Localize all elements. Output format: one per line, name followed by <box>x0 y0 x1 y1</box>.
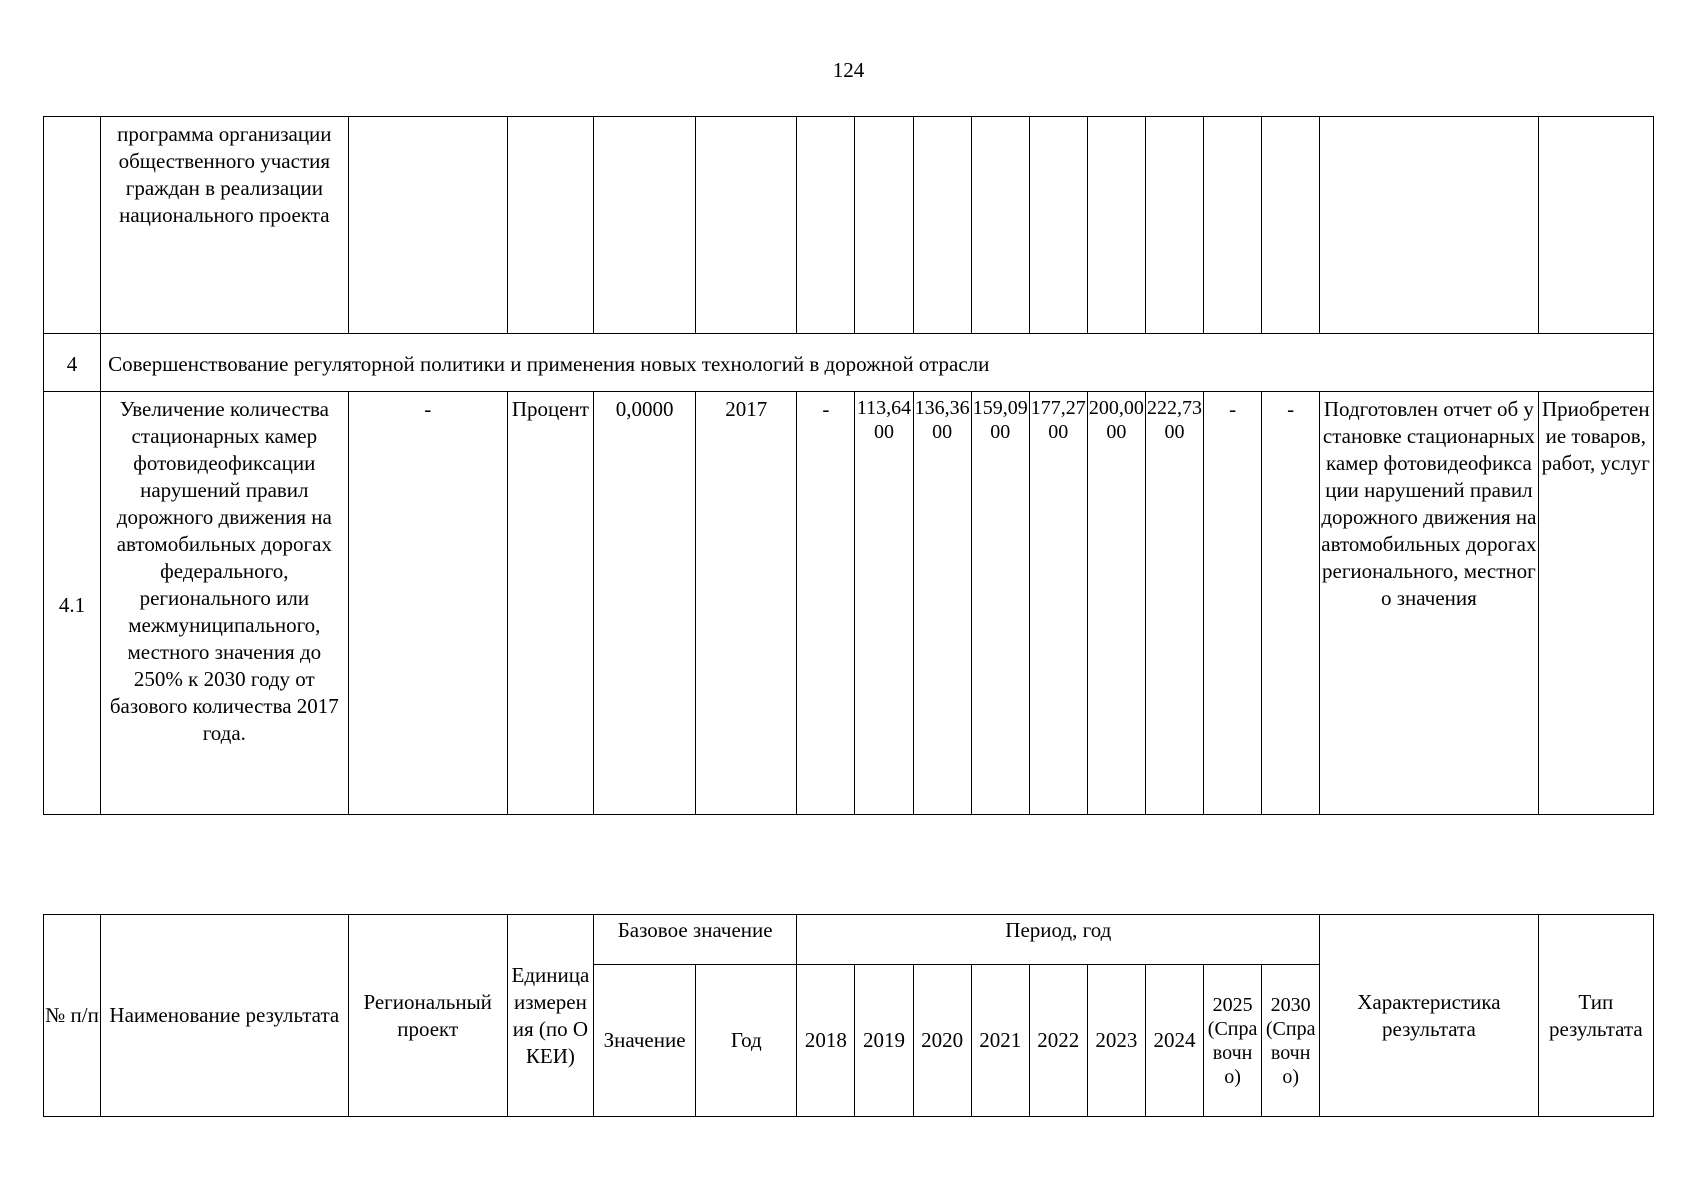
section-number: 4 <box>44 334 101 392</box>
header-year-2022: 2022 <box>1029 965 1087 1117</box>
result-name-cell: программа организации общественного участия граждан в реализации национального проекта <box>101 117 348 334</box>
header-year-2023: 2023 <box>1087 965 1145 1117</box>
table-row <box>44 392 1654 815</box>
header-year-2024: 2024 <box>1145 965 1203 1117</box>
row-number: 4.1 <box>44 392 101 815</box>
result-type-cell: Приобретение товаров, работ, услуг <box>1538 392 1653 815</box>
year-2030-cell: - <box>1262 392 1320 815</box>
header-period-group: Период, год <box>797 915 1320 965</box>
year-2018-cell: - <box>797 392 855 815</box>
header-year-2021: 2021 <box>971 965 1029 1117</box>
header-type: Тип результата <box>1538 915 1653 1117</box>
base-value-cell: 0,0000 <box>593 392 695 815</box>
table-cell <box>507 117 593 334</box>
header-year-2025: 2025 (Справочно) <box>1204 965 1262 1117</box>
result-name-cell: Увеличение количества стационарных камер фотовидеофиксации нарушений правил дорожного движения на автомобильных дорогах федерального, регионального или межмуниципального, местного значения до 250% к 2030 году от базового количества 2017 года. <box>101 392 348 815</box>
table-cell <box>348 117 507 334</box>
table-cell <box>913 117 971 334</box>
header-base-year: Год <box>696 965 797 1117</box>
year-2023-cell: 200,0000 <box>1087 392 1145 815</box>
header-regional-project: Региональный проект <box>348 915 507 1117</box>
year-2022-cell: 177,2700 <box>1029 392 1087 815</box>
results-table-continuation <box>43 116 1654 815</box>
header-year-2030: 2030 (Справочно) <box>1262 965 1320 1117</box>
base-year-cell: 2017 <box>696 392 797 815</box>
table-cell <box>971 117 1029 334</box>
table-cell <box>1029 117 1087 334</box>
header-year-2018: 2018 <box>797 965 855 1117</box>
results-table-header <box>43 914 1654 1117</box>
header-unit: Единица измерения (по ОКЕИ) <box>507 915 593 1117</box>
header-characteristic: Характеристика результата <box>1320 915 1538 1117</box>
table-cell <box>1087 117 1145 334</box>
table-cell <box>855 117 913 334</box>
page-number: 124 <box>832 58 865 82</box>
characteristic-cell: Подготовлен отчет об установке стационарных камер фотовидеофиксации нарушений правил дорожного движения на автомобильных дорогах регионального, местного значения <box>1320 392 1538 815</box>
year-2021-cell: 159,0900 <box>971 392 1029 815</box>
year-2020-cell: 136,3600 <box>913 392 971 815</box>
section-row <box>44 334 1654 392</box>
table-cell <box>1204 117 1262 334</box>
header-year-2019: 2019 <box>855 965 913 1117</box>
table-cell <box>696 117 797 334</box>
table-row <box>44 117 1654 334</box>
year-2025-cell: - <box>1204 392 1262 815</box>
header-base-group: Базовое значение <box>593 915 796 965</box>
year-2024-cell: 222,7300 <box>1145 392 1203 815</box>
table-cell <box>797 117 855 334</box>
table-cell <box>1145 117 1203 334</box>
section-title: Совершенствование регуляторной политики и применения новых технологий в дорожной отрасли <box>101 334 1654 392</box>
table-cell <box>1262 117 1320 334</box>
year-2019-cell: 113,6400 <box>855 392 913 815</box>
header-name: Наименование результата <box>101 915 348 1117</box>
table-cell <box>593 117 695 334</box>
header-year-2020: 2020 <box>913 965 971 1117</box>
table-cell <box>1320 117 1538 334</box>
regional-project-cell: - <box>348 392 507 815</box>
unit-cell: Процент <box>507 392 593 815</box>
header-number: № п/п <box>44 915 101 1117</box>
table-cell <box>1538 117 1653 334</box>
header-base-value: Значение <box>593 965 695 1117</box>
table-cell <box>44 117 101 334</box>
header-row <box>44 915 1654 965</box>
